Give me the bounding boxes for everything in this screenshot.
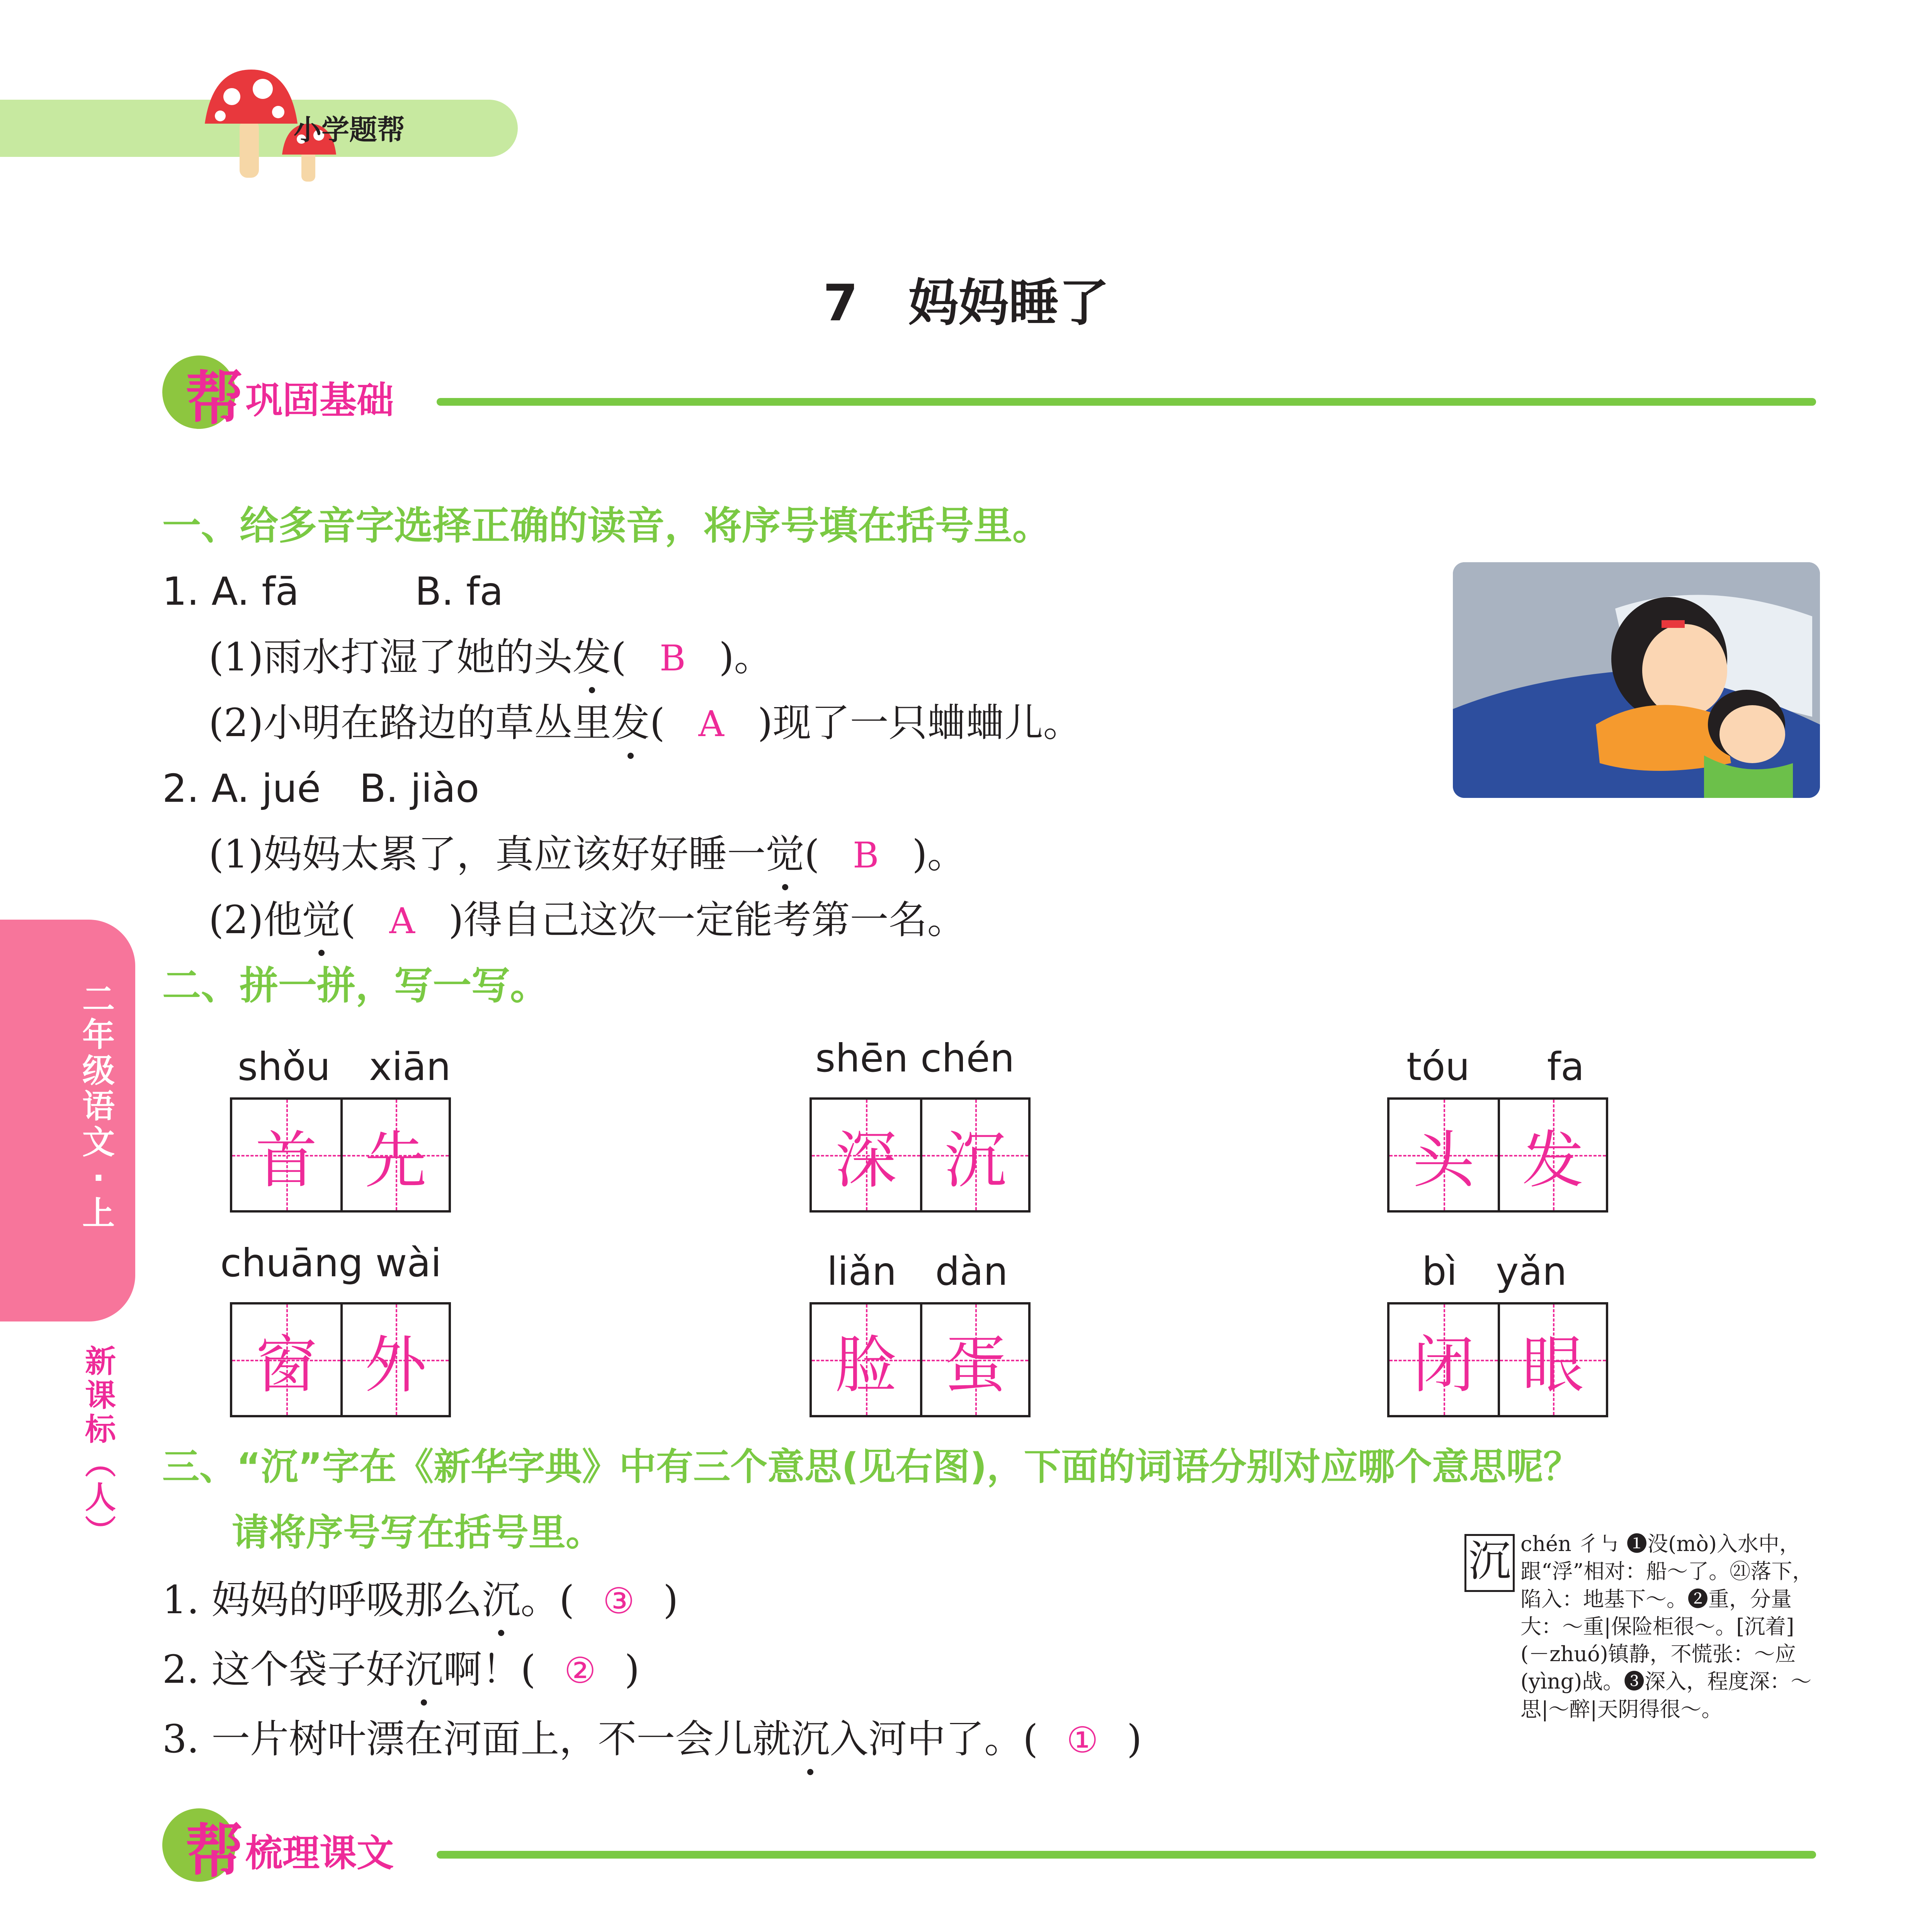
pinyin: liǎn dàn — [827, 1249, 1008, 1294]
section-label: 梳理课文 — [245, 1832, 394, 1875]
grid-char: 蛋 — [944, 1329, 1006, 1401]
side-tab-standard: 新 课 标 ︵ 人 ︶ — [85, 1344, 116, 1549]
q3-heading: 三、“沉”字在《新华字典》中有三个意思(见右图)，下面的词语分别对应哪个意思呢？ — [162, 1445, 1580, 1488]
brand-name: 小学题帮 — [294, 114, 405, 146]
pinyin: bì yǎn — [1422, 1249, 1567, 1294]
pinyin: shēn chén — [815, 1036, 1015, 1081]
answer: ① — [1066, 1719, 1099, 1761]
char-grid — [230, 1302, 451, 1417]
page-title: 7 妈妈睡了 — [823, 274, 1109, 332]
grid-char: 先 — [364, 1124, 427, 1196]
grid-char: 眼 — [1522, 1329, 1584, 1401]
answer: B — [659, 638, 686, 679]
grid-char: 外 — [364, 1329, 427, 1401]
q1-heading: 一、给多音字选择正确的读音，将序号填在括号里。 — [162, 503, 1051, 548]
q3-item-1: 1. 妈妈的呼吸那么沉。( ③ ) — [162, 1569, 678, 1624]
char-grid — [810, 1097, 1031, 1213]
q1-line-2-2: (2)他觉( A )得自己这次一定能考第一名。 — [209, 889, 966, 944]
section-badge-char: 帮 — [185, 365, 244, 432]
q3-item-2: 2. 这个袋子好沉啊！( ② ) — [162, 1638, 639, 1694]
char-grid — [1387, 1302, 1608, 1417]
answer: A — [698, 703, 724, 745]
q1-options-2: 2. A. jué B. jiào — [162, 766, 480, 811]
sleeping-mother-image — [1453, 562, 1820, 798]
answer: B — [852, 835, 879, 876]
q2-heading: 二、拼一拼，写一写。 — [162, 963, 549, 1008]
grid-char: 沉 — [944, 1124, 1006, 1196]
grid-char: 闭 — [1412, 1329, 1475, 1401]
answer: ② — [564, 1650, 596, 1691]
grid-char: 发 — [1522, 1124, 1584, 1196]
grid-char: 窗 — [255, 1329, 317, 1401]
q1-line-1-2: (2)小明在路边的草丛里发( A )现了一只蛐蛐儿。 — [209, 692, 1082, 747]
section-header-review — [162, 1808, 1816, 1886]
q1-line-1-1: (1)雨水打湿了她的头发( B )。 — [209, 626, 773, 682]
grid-char: 深 — [835, 1124, 897, 1196]
q1-line-2-1: (1)妈妈太累了，真应该好好睡一觉( B )。 — [209, 823, 966, 879]
grid-char: 首 — [255, 1124, 317, 1196]
char-grid — [810, 1302, 1031, 1417]
section-label: 巩固基础 — [245, 379, 394, 422]
pinyin: tóu fa — [1406, 1044, 1585, 1089]
q1-options-1: 1. A. fā B. fa — [162, 569, 503, 614]
pinyin: chuāng wài — [220, 1240, 442, 1286]
dictionary-entry: chén 彳㇉ ❶没(mò)入水中，跟“浮”相对：船～了。㉑落下，陷入：地基下～。❷重，分量大：～重|保险柜很～。[沉着](－zhuó)镇静，不慌张：～应(yìng)战。❸深入，程度深：～思|～醉|天阴得很～。 — [1520, 1532, 1813, 1721]
grid-char: 脸 — [835, 1329, 897, 1401]
answer: ③ — [602, 1580, 635, 1622]
mother-child-illustration — [1453, 562, 1820, 798]
section-divider — [437, 1851, 1816, 1859]
section-badge-char: 帮 — [185, 1818, 244, 1885]
char-grid — [230, 1097, 451, 1213]
grid-char: 头 — [1412, 1124, 1475, 1196]
dictionary-headword: 沉 — [1464, 1534, 1515, 1592]
answer: A — [389, 900, 415, 942]
pinyin: shǒu xiān — [238, 1044, 451, 1089]
q3-item-3: 3. 一片树叶漂在河面上，不一会儿就沉入河中了。( ① ) — [162, 1708, 1142, 1764]
side-tab-grade: 二 年 级 语 文 · 上 — [82, 980, 115, 1233]
q3-heading-2: 请将序号写在括号里。 — [232, 1511, 603, 1554]
section-divider — [437, 398, 1816, 406]
section-header-basics — [162, 355, 1816, 433]
char-grid — [1387, 1097, 1608, 1213]
